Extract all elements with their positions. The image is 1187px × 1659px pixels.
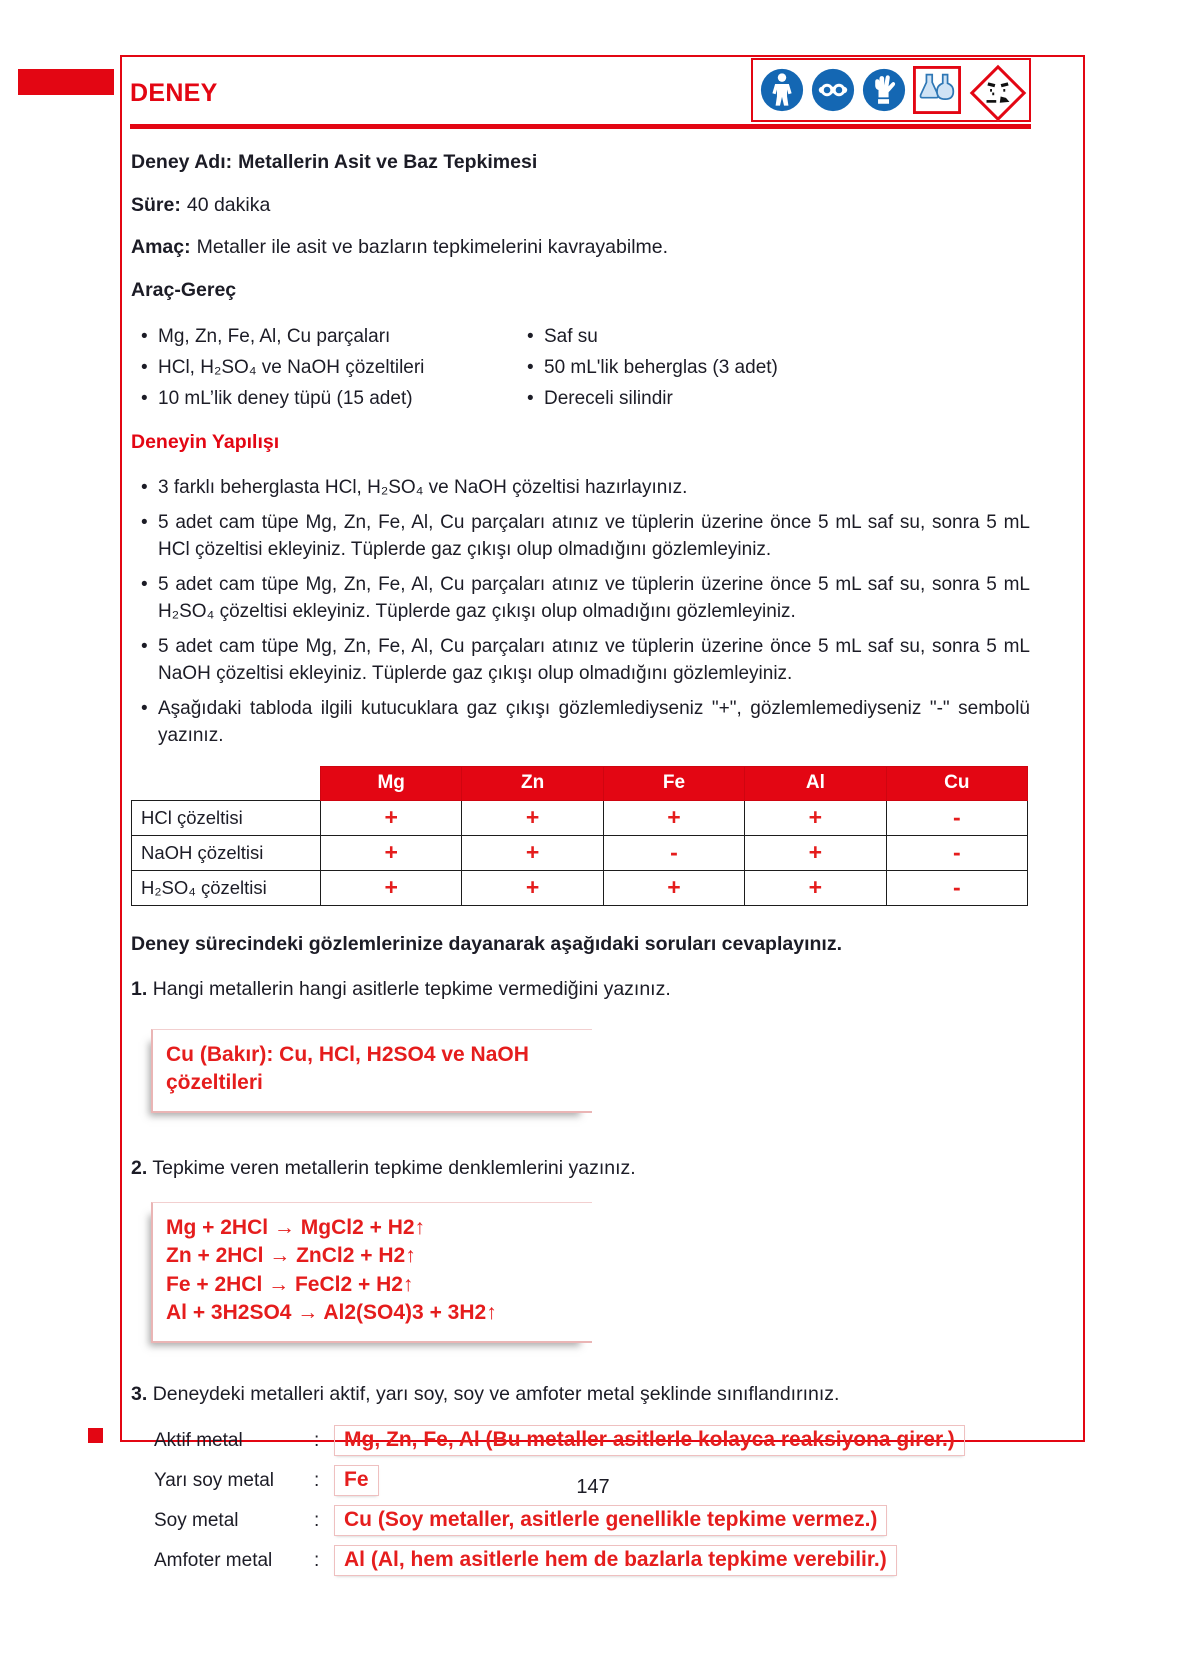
procedure-step-text: 5 adet cam tüpe Mg, Zn, Fe, Al, Cu parçaları atınız ve tüplerin üzerine önce 5 mL saf su, sonra 5 mL HCl çözeltisi ekleyiniz. Tüplerde gaz çıkışı olup olmadığını gözlemleyiniz. (158, 511, 1030, 560)
classification-colon: : (314, 1509, 320, 1531)
row-label: HCl çözeltisi (132, 800, 321, 835)
classification-colon: : (314, 1469, 320, 1491)
column-header-cu: Cu (886, 766, 1027, 800)
procedure-step-text: 3 farklı beherglasta HCl, H₂SO₄ ve NaOH çözeltisi hazırlayınız. (158, 476, 688, 498)
page-title: DENEY (130, 79, 218, 107)
result-cell: - (886, 835, 1027, 870)
question-1 (131, 978, 1031, 1001)
question-number: 3. (131, 1382, 148, 1405)
content (122, 151, 1083, 1576)
material-item-label: 50 mL'lik beherglas (3 adet) (544, 357, 778, 378)
aim-label: Amaç: (131, 236, 191, 258)
procedure-step (131, 633, 1031, 687)
classification-label: Aktif metal (154, 1429, 243, 1451)
answer-box-1 (151, 1029, 592, 1113)
question-text: Tepkime veren metallerin tepkime denklemlerini yazınız. (152, 1156, 636, 1179)
handwritten-answer: Al (Al, hem asitlerle hem de bazlarla tepkime verebilir.) (334, 1545, 897, 1576)
result-cell: + (603, 870, 744, 905)
result-cell: + (603, 800, 744, 835)
procedure-step-text: 5 adet cam tüpe Mg, Zn, Fe, Al, Cu parçaları atınız ve tüplerin üzerine önce 5 mL saf su, sonra 5 mL NaOH çözeltisi ekleyiniz. Tüplerde gaz çıkışı olup olmadığını gözlemleyiniz. (158, 635, 1030, 684)
question-3 (131, 1383, 1031, 1406)
material-item (131, 352, 517, 383)
page-number: 147 (576, 1476, 610, 1498)
materials-heading: Araç-Gereç (131, 278, 237, 301)
handwritten-answer: Cu (Soy metaller, asitlerle genellikle tepkime vermez.) (334, 1505, 887, 1536)
lab-glassware-icon (913, 66, 961, 114)
handwritten-answer-line: çözeltileri (166, 1071, 263, 1094)
hand-protection-icon (862, 68, 906, 112)
question-number: 1. (131, 977, 148, 1000)
question-2 (131, 1157, 1031, 1180)
material-item (517, 321, 1031, 352)
result-cell: + (321, 870, 462, 905)
result-cell: + (462, 835, 603, 870)
table-header-row (132, 766, 1028, 800)
material-item (517, 352, 1031, 383)
material-item-label: HCl, H₂SO₄ ve NaOH çözeltileri (158, 357, 425, 378)
result-cell: + (462, 870, 603, 905)
results-table (131, 766, 1028, 906)
materials-left-column (131, 321, 517, 414)
header (122, 57, 1083, 122)
safety-icons-box (751, 58, 1031, 122)
classification (131, 1425, 1031, 1576)
experiment-name-value: Metallerin Asit ve Baz Tepkimesi (238, 151, 538, 173)
answer-box-2 (151, 1202, 592, 1343)
table-corner-cell (132, 766, 321, 800)
table-row-hcl (132, 800, 1028, 835)
procedure-step-text: Aşağıdaki tabloda ilgili kutucuklara gaz çıkışı gözlemlediyseniz "+", gözlemlemediyseniz "-" sembolü yazınız. (158, 697, 1030, 746)
result-cell: - (603, 835, 744, 870)
handwritten-answer-line: Cu (Bakır): Cu, HCl, H2SO4 ve NaOH (166, 1042, 529, 1066)
handwritten-answer: Mg, Zn, Fe, Al (Bu metaller asitlerle kolayca reaksiyona girer.) (334, 1425, 965, 1456)
result-cell: - (886, 800, 1027, 835)
title-underline (130, 124, 1031, 129)
material-item (131, 321, 517, 352)
corrosive-hazard-icon (968, 63, 1022, 117)
classification-label: Soy metal (154, 1509, 239, 1531)
procedure-step (131, 571, 1031, 625)
procedure-heading: Deneyin Yapılışı (131, 431, 280, 453)
material-item (517, 383, 1031, 414)
procedure-steps (131, 474, 1031, 749)
materials-list (131, 321, 1031, 414)
row-label: H₂SO₄ çözeltisi (132, 870, 321, 905)
eye-protection-icon (811, 68, 855, 112)
materials-right-column (517, 321, 1031, 414)
classification-label: Yarı soy metal (154, 1469, 275, 1491)
protective-clothing-icon (760, 68, 804, 112)
question-text: Deneydeki metalleri aktif, yarı soy, soy ve amfoter metal şeklinde sınıflandırınız. (152, 1382, 840, 1405)
table-row-naoh (132, 835, 1028, 870)
experiment-name-label: Deney Adı: (131, 151, 233, 173)
classification-colon: : (314, 1429, 320, 1451)
handwritten-answer: Fe (334, 1465, 379, 1496)
procedure-step (131, 695, 1031, 749)
result-cell: + (321, 835, 462, 870)
result-cell: + (745, 870, 886, 905)
duration-label: Süre: (131, 193, 181, 216)
question-text: Hangi metallerin hangi asitlerle tepkime vermediğini yazınız. (152, 977, 671, 1000)
handwritten-equation: Al + 3H2SO4 → Al2(SO4)3 + 3H2↑ (166, 1301, 497, 1324)
handwritten-equation: Zn + 2HCl → ZnCl2 + H2↑ (166, 1244, 416, 1267)
column-header-mg: Mg (321, 766, 462, 800)
classification-label: Amfoter metal (154, 1549, 273, 1571)
column-header-zn: Zn (462, 766, 603, 800)
column-header-al: Al (745, 766, 886, 800)
ghs-diamond (970, 65, 1027, 122)
aim-line (131, 236, 1031, 259)
duration-value: 40 dakika (186, 193, 271, 216)
procedure-step (131, 474, 1031, 501)
classification-colon: : (314, 1549, 320, 1571)
material-item-label: Saf su (544, 326, 598, 347)
material-item-label: Mg, Zn, Fe, Al, Cu parçaları (158, 326, 391, 347)
table-row-h2so4 (132, 870, 1028, 905)
classification-row-noble (131, 1505, 1031, 1536)
material-item-label: Dereceli silindir (544, 388, 673, 409)
procedure-step (131, 509, 1031, 563)
question-number: 2. (131, 1156, 148, 1179)
result-cell: + (745, 800, 886, 835)
bottom-left-accent-square (88, 1428, 103, 1443)
handwritten-equation: Mg + 2HCl → MgCl2 + H2↑ (166, 1215, 426, 1239)
procedure-step-text: 5 adet cam tüpe Mg, Zn, Fe, Al, Cu parçaları atınız ve tüplerin üzerine önce 5 mL saf su, sonra 5 mL H₂SO₄ çözeltisi ekleyiniz. Tüplerde gaz çıkışı olup olmadığını gözlemleyiniz. (158, 573, 1030, 622)
classification-row-amphoteric (131, 1545, 1031, 1576)
result-cell: + (321, 800, 462, 835)
result-cell: + (745, 835, 886, 870)
result-cell: - (886, 870, 1027, 905)
column-header-fe: Fe (603, 766, 744, 800)
duration-line (131, 194, 1031, 217)
aim-value: Metaller ile asit ve bazların tepkimelerini kavrayabilme. (196, 236, 669, 258)
handwritten-equation: Fe + 2HCl → FeCl2 + H2↑ (166, 1272, 414, 1296)
experiment-name-line (131, 151, 1031, 174)
result-cell: + (462, 800, 603, 835)
top-left-accent-bar (18, 69, 114, 95)
row-label: NaOH çözeltisi (132, 835, 321, 870)
questions-intro: Deney sürecindeki gözlemlerinize dayanarak aşağıdaki soruları cevaplayınız. (131, 932, 842, 955)
material-item-label: 10 mL’lik deney tüpü (15 adet) (158, 388, 413, 409)
classification-row-active (131, 1425, 1031, 1456)
material-item (131, 383, 517, 414)
